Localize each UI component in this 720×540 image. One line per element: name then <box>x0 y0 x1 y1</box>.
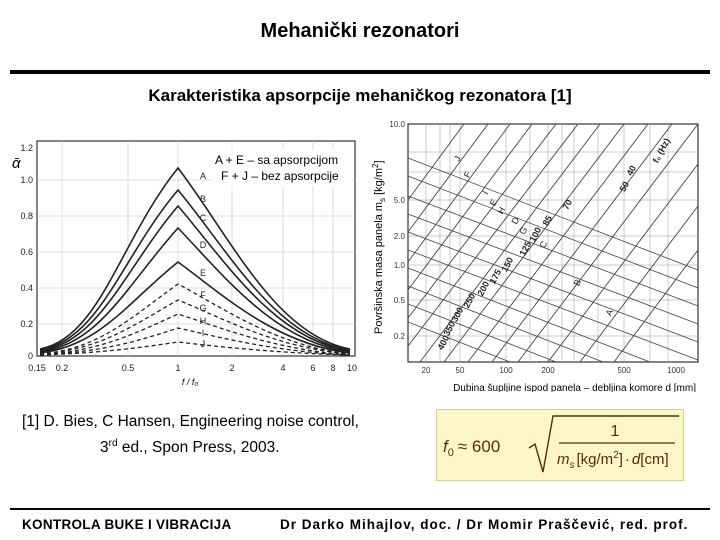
diagonal-letter: C <box>537 239 550 250</box>
svg-text:1: 1 <box>610 423 620 440</box>
reference-citation <box>22 411 422 459</box>
diagonal-letter: F <box>461 169 474 180</box>
freq-value: 85 <box>540 213 555 228</box>
diagonal-letter: E <box>487 197 500 208</box>
curve-label: E <box>199 268 207 278</box>
y-tick: 10.0 <box>389 120 405 129</box>
footer-divider <box>10 508 710 510</box>
slide-subtitle: Karakteristika apsorpcije mehaničkog rezonatora [1] <box>148 86 572 105</box>
freq-header: f₀ (Hz) <box>650 136 673 165</box>
y-tick: 0.2 <box>20 319 33 329</box>
x-axis-label: f / f₀ <box>181 377 199 387</box>
x-tick: 6 <box>310 363 316 373</box>
absorption-figure <box>0 112 720 392</box>
x-tick: 0.2 <box>55 363 69 373</box>
diagonal-letter: J <box>451 154 463 163</box>
y-tick: 1.0 <box>393 261 405 270</box>
y-tick: 0.8 <box>20 211 33 221</box>
x-tick: 1000 <box>667 366 685 375</box>
reference-line-2: 3rd ed., Spon Press, 2003. <box>100 438 280 457</box>
absorption-coefficient-chart <box>12 141 357 387</box>
curve-label: G <box>199 303 207 313</box>
resonance-frequency-formula <box>436 409 684 481</box>
curve-label: J <box>200 339 206 349</box>
y-tick: 2.0 <box>393 232 405 241</box>
curve-label: A <box>199 171 207 181</box>
x-tick: 1 <box>175 363 181 373</box>
title-divider <box>10 70 710 74</box>
panel-mass-nomogram <box>371 120 698 392</box>
formula-graphic <box>437 410 683 480</box>
freq-value: 150 <box>499 255 516 274</box>
reference-line-1: [1] D. Bies, C Hansen, Engineering noise control, <box>22 413 359 430</box>
freq-value: 50 <box>617 179 632 194</box>
x-tick: 8 <box>330 363 336 373</box>
diagonal-letter: D <box>509 215 522 226</box>
y-tick: 1.2 <box>20 143 33 153</box>
y-tick: 0.4 <box>20 283 33 293</box>
footer-course-name: KONTROLA BUKE I VIBRACIJA <box>22 517 232 532</box>
freq-value: 400 <box>435 333 452 352</box>
footer-authors: Dr Darko Mihajlov, doc. / Dr Momir Praščević, red. prof. <box>280 517 689 532</box>
svg-text:f0≈ 600: $f_0 \approx 600$ <box>443 437 501 459</box>
curve-label: I <box>201 328 205 338</box>
freq-value: 40 <box>624 163 639 178</box>
freq-value: 350 <box>441 319 458 338</box>
y-tick: 0.2 <box>393 332 405 341</box>
freq-value: 100 <box>527 225 544 244</box>
x-tick: 10 <box>346 363 358 373</box>
x-tick: 2 <box>229 363 235 373</box>
freq-value: 250 <box>461 291 478 310</box>
diagonal-letter: B <box>571 277 584 288</box>
y-axis-label: Površinska masa panela $m_s$ $[kg/m^2]$ <box>371 160 387 334</box>
curve-label: D <box>199 240 207 250</box>
legend-line-2: F + J – bez apsorpcije <box>221 169 339 183</box>
curve-label: C <box>199 213 207 223</box>
diagonal-letter: G <box>517 225 530 237</box>
legend-line-1: A + E – sa apsorpcijom <box>215 153 339 167</box>
svg-text:ms[kg/m2]·d[cm]: $m_s$ $[kg/m^2] \cdot d[cm]$ <box>557 450 669 471</box>
x-tick: 100 <box>499 366 513 375</box>
y-tick: 0.5 <box>393 296 405 305</box>
freq-value: 175 <box>487 267 504 286</box>
y-tick: 0.6 <box>20 247 33 257</box>
x-tick: 500 <box>617 366 631 375</box>
y-tick: 0 <box>27 351 33 361</box>
diagonal-letter: H <box>495 205 508 216</box>
x-tick: 200 <box>541 366 555 375</box>
x-tick: 50 <box>455 366 465 375</box>
x-axis-label: Dubina šupljine ispod panela – debljina komore d [mm] <box>453 383 696 392</box>
y-tick: 1.0 <box>20 175 33 185</box>
freq-value: 300 <box>449 305 466 324</box>
y-axis-label: ᾱ <box>12 155 21 172</box>
curve-label: F <box>200 290 206 300</box>
x-tick: 20 <box>421 366 431 375</box>
x-tick: 0.15 <box>28 363 46 373</box>
x-tick: 4 <box>280 363 286 373</box>
x-tick: 0.5 <box>121 363 135 373</box>
slide-title: Mehanički rezonatori <box>260 20 460 42</box>
freq-value: 200 <box>475 279 492 298</box>
freq-value: 125 <box>517 239 534 258</box>
freq-value: 70 <box>560 197 575 212</box>
curve-label: B <box>199 194 207 204</box>
y-tick: 5.0 <box>393 196 405 205</box>
diagonal-letter: A <box>603 307 616 318</box>
curve-label: H <box>199 316 207 326</box>
diagonal-letter: I <box>480 189 491 197</box>
